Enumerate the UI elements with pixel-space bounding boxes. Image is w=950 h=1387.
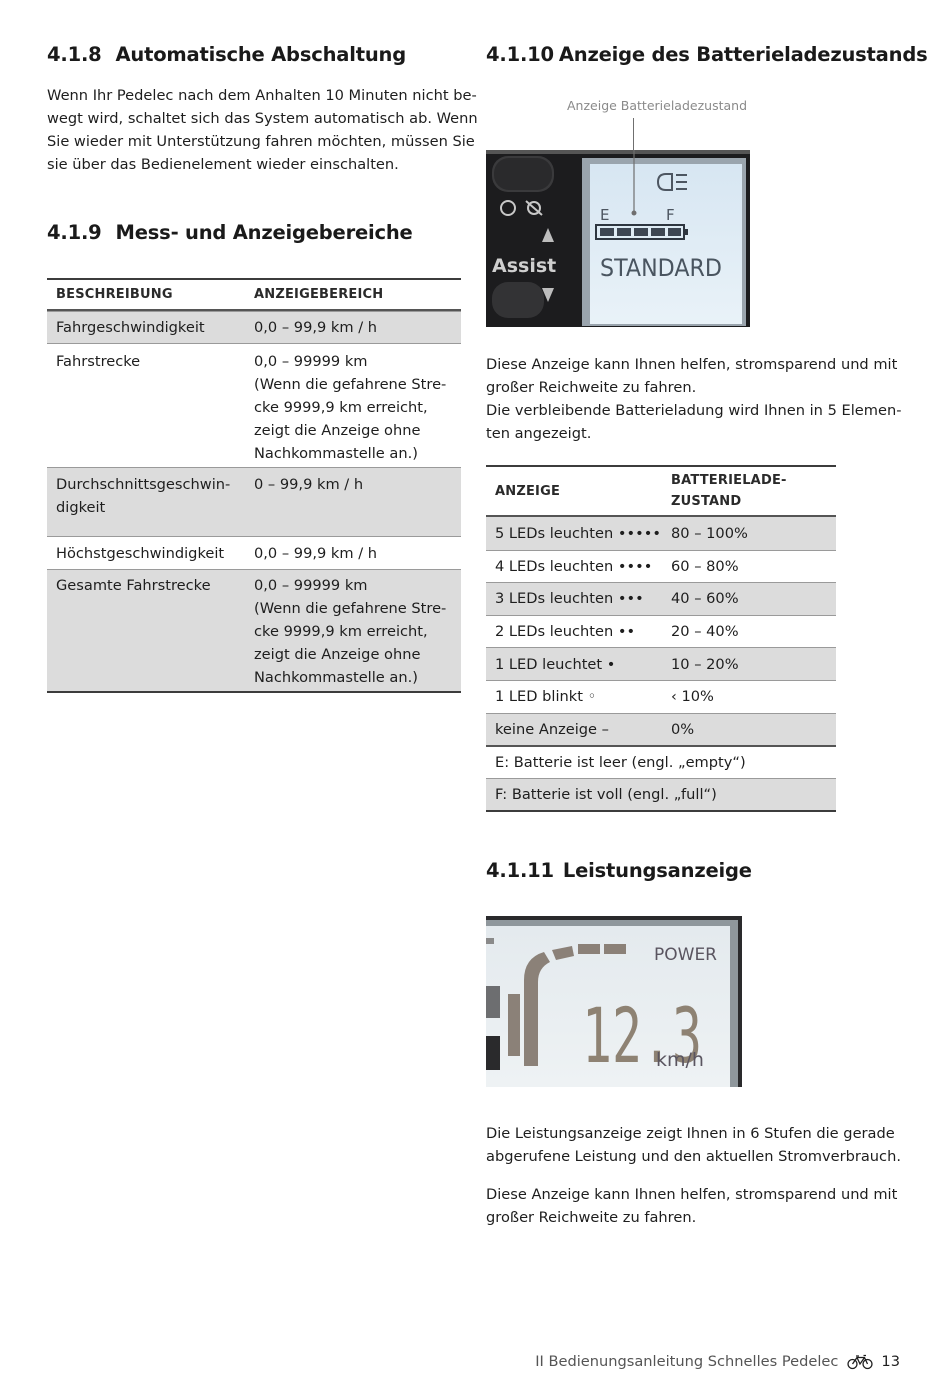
paragraph-power-info: Die Leistungsanzeige zeigt Ihnen in 6 Stufen die gerade abgerufene Leistung und den aktuellen Stromverbrauch.: [486, 1125, 901, 1165]
battery-display-photo: [486, 150, 750, 327]
mode-label: STANDARD: [600, 254, 722, 282]
speed-value: 12.3: [582, 991, 702, 1080]
table-row: Fahrgeschwindigkeit 0,0 – 99,9 km / h: [47, 311, 461, 343]
battery-state-table: [486, 465, 836, 812]
table-note: E: Batterie ist leer (engl. „empty“): [486, 745, 836, 778]
power-display-illustration: [486, 916, 742, 1087]
table-row: 2 LEDs leuchten •• 20 – 40%: [486, 615, 836, 648]
measurement-table: [47, 278, 461, 693]
assist-label: Assist: [492, 255, 557, 277]
table-note: F: Batterie ist voll (engl. „full“): [486, 778, 836, 811]
heading-4-1-10: 4.1.10 Anzeige des Batterieladezustands: [486, 43, 928, 66]
table-header: ANZEIGE BATTERIELADE- ZUSTAND: [486, 467, 836, 517]
full-marker: F: [666, 206, 675, 224]
footer-title: II Bedienungsanleitung Schnelles Pedelec: [535, 1353, 839, 1370]
empty-marker: E: [600, 206, 610, 224]
table-row: Fahrstrecke 0,0 – 99999 km (Wenn die gefahrene Stre- cke 9999,9 km erreicht, zeigt die Anzeige ohne Nachkommastelle an.): [47, 343, 461, 467]
table-row: 1 LED blinkt ◦ ‹ 10%: [486, 680, 836, 713]
bicycle-icon: [847, 1354, 873, 1370]
power-display-photo: [486, 916, 742, 1087]
battery-display-illustration: [486, 150, 750, 327]
paragraph-power-benefit: Diese Anzeige kann Ihnen helfen, stromsparend und mit großer Reichweite zu fahren.: [486, 1186, 898, 1226]
table-row: Durchschnittsgeschwin- digkeit 0 – 99,9 km / h: [47, 467, 461, 536]
table-row: 4 LEDs leuchten •••• 60 – 80%: [486, 550, 836, 583]
page-footer: [535, 1353, 900, 1370]
heading-4-1-9: 4.1.9 Mess- und Anzeigebereiche: [47, 221, 413, 244]
figure-caption: Anzeige Batterieladezustand: [567, 98, 747, 113]
power-label: POWER: [654, 945, 717, 965]
speed-unit: km/h: [656, 1049, 704, 1071]
heading-4-1-11: 4.1.11 Leistungsanzeige: [486, 859, 752, 882]
page-number: 13: [881, 1353, 900, 1370]
table-row: Gesamte Fahrstrecke 0,0 – 99999 km (Wenn die gefahrene Stre- cke 9999,9 km erreicht, zeigt die Anzeige ohne Nachkommastelle an.): [47, 569, 461, 691]
table-row: 1 LED leuchtet • 10 – 20%: [486, 647, 836, 680]
caption-pointer: [633, 118, 634, 150]
heading-4-1-8: 4.1.8 Automatische Abschaltung: [47, 43, 406, 66]
table-row: 3 LEDs leuchten ••• 40 – 60%: [486, 582, 836, 615]
table-row: Höchstgeschwindigkeit 0,0 – 99,9 km / h: [47, 536, 461, 569]
table-row: keine Anzeige – 0%: [486, 713, 836, 746]
table-header: BESCHREIBUNG ANZEIGEBEREICH: [47, 280, 461, 311]
table-row: 5 LEDs leuchten ••••• 80 – 100%: [486, 517, 836, 550]
paragraph-auto-shutdown: Wenn Ihr Pedelec nach dem Anhalten 10 Minuten nicht be- wegt wird, schaltet sich das System automatisch ab. Wenn Sie wieder mit Unterstützung fahren möchten, müssen Sie sie über das Bedienelement wieder einschalten.: [47, 87, 478, 173]
paragraph-battery-info: Diese Anzeige kann Ihnen helfen, stromsparend und mit großer Reichweite zu fahren. Die verbleibende Batterieladung wird Ihnen in 5 Elemen- ten angezeigt.: [486, 356, 902, 442]
